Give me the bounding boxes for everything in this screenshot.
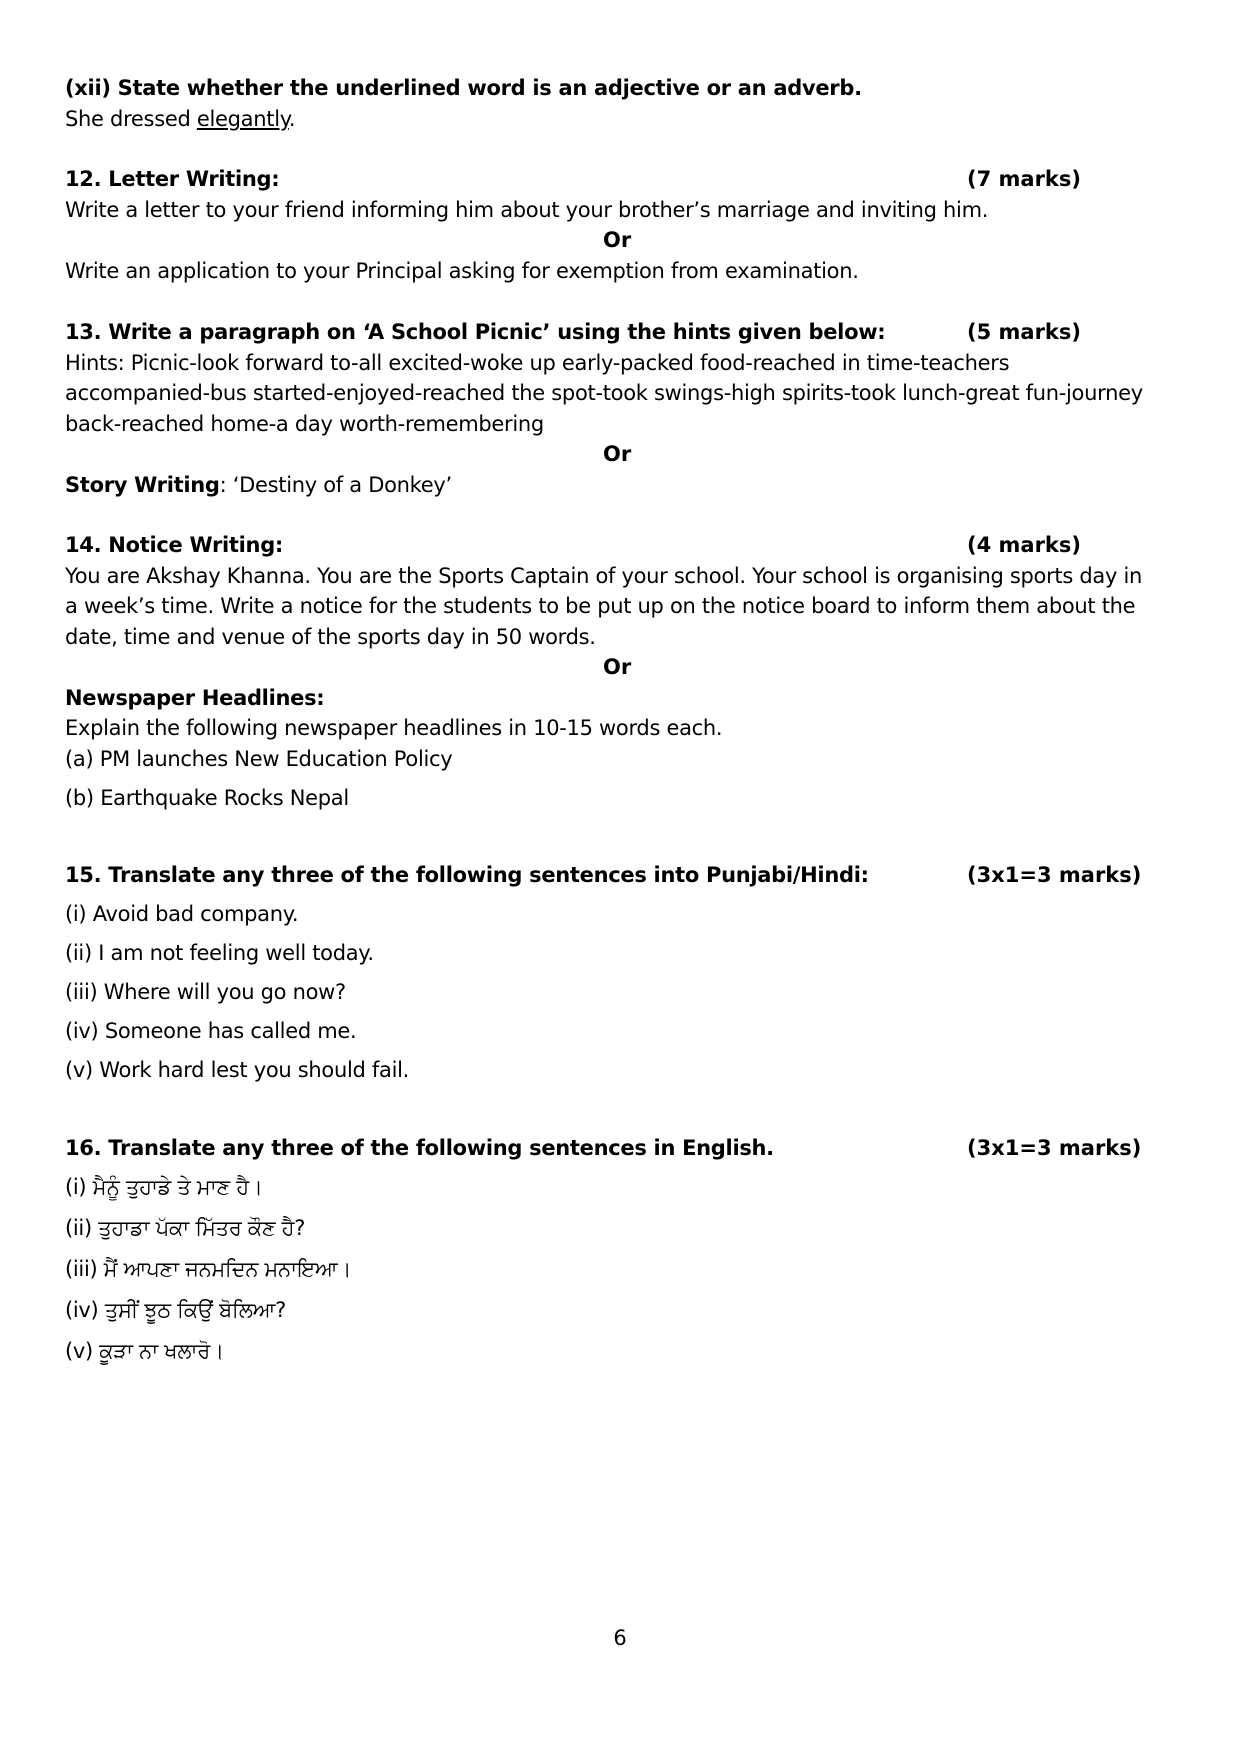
- underlined-word: elegantly: [196, 107, 289, 131]
- sentence-post: .: [288, 107, 296, 131]
- q14-or: Or: [603, 655, 632, 679]
- q16-marks: (3x1=3 marks): [967, 1136, 1142, 1160]
- q14-headlines-title: Newspaper Headlines:: [65, 686, 325, 710]
- q13-story: [65, 472, 452, 498]
- q15-item: (ii) I am not feeling well today.: [65, 941, 374, 965]
- q16-item: (v) ਕੂੜਾ ਨਾ ਖਲਾਰੋ।: [65, 1339, 224, 1363]
- q15-item: (iii) Where will you go now?: [65, 980, 346, 1004]
- q14-marks: (4 marks): [967, 533, 1081, 557]
- q13-title: 13. Write a paragraph on ‘A School Picnic’ using the hints given below:: [65, 320, 886, 344]
- q13-hints-line: back-reached home-a day worth-remembering: [65, 412, 544, 436]
- q15-marks: (3x1=3 marks): [967, 863, 1142, 887]
- q14-headline-item: (a) PM launches New Education Policy: [65, 747, 453, 771]
- story-text: : ‘Destiny of a Donkey’: [219, 473, 452, 497]
- q12-marks: (7 marks): [967, 167, 1081, 191]
- q15-item: (v) Work hard lest you should fail.: [65, 1058, 410, 1082]
- q13-marks: (5 marks): [967, 320, 1081, 344]
- q12-prev-heading: (xii) State whether the underlined word is an adjective or an adverb.: [65, 76, 862, 100]
- q16-item: (iv) ਤੁਸੀਂ ਝੂਠ ਕਿਉਂ ਬੋਲਿਆ?: [65, 1298, 287, 1322]
- q14-headlines-instruction: Explain the following newspaper headlines in 10-15 words each.: [65, 716, 723, 740]
- q14-body-line: a week’s time. Write a notice for the students to be put up on the notice board to inform them about the: [65, 594, 1136, 618]
- q12-line1: Write a letter to your friend informing him about your brother’s marriage and inviting him.: [65, 198, 989, 222]
- q13-hints-line: accompanied-bus started-enjoyed-reached the spot-took swings-high spirits-took lunch-great fun-journey: [65, 381, 1143, 405]
- q15-item: (iv) Someone has called me.: [65, 1019, 357, 1043]
- q13-or: Or: [603, 442, 632, 466]
- q16-item: (ii) ਤੁਹਾਡਾ ਪੱਕਾ ਮਿੱਤਰ ਕੌਣ ਹੈ?: [65, 1216, 306, 1240]
- q15-item: (i) Avoid bad company.: [65, 902, 299, 926]
- q14-headline-item: (b) Earthquake Rocks Nepal: [65, 786, 349, 810]
- story-label: Story Writing: [65, 473, 220, 497]
- q12-title: 12. Letter Writing:: [65, 167, 280, 191]
- q12-line2: Write an application to your Principal asking for exemption from examination.: [65, 259, 859, 283]
- q14-body-line: date, time and venue of the sports day in 50 words.: [65, 625, 596, 649]
- page-number: 6: [613, 1626, 627, 1650]
- q12-prev-sentence: [65, 106, 295, 132]
- q15-title: 15. Translate any three of the following sentences into Punjabi/Hindi:: [65, 863, 869, 887]
- q14-title: 14. Notice Writing:: [65, 533, 284, 557]
- q16-title: 16. Translate any three of the following sentences in English.: [65, 1136, 774, 1160]
- q16-item: (i) ਮੈਨੂੰ ਤੁਹਾਡੇ ਤੇ ਮਾਣ ਹੈ।: [65, 1175, 263, 1199]
- q16-item: (iii) ਮੈਂ ਆਪਣਾ ਜਨਮਦਿਨ ਮਨਾਇਆ।: [65, 1257, 352, 1281]
- sentence-pre: She dressed: [65, 107, 197, 131]
- q12-or: Or: [603, 228, 632, 252]
- q13-hints-line: Hints: Picnic-look forward to-all excited-woke up early-packed food-reached in time-teachers: [65, 351, 1010, 375]
- q14-body-line: You are Akshay Khanna. You are the Sports Captain of your school. Your school is organising sports day in: [65, 564, 1143, 588]
